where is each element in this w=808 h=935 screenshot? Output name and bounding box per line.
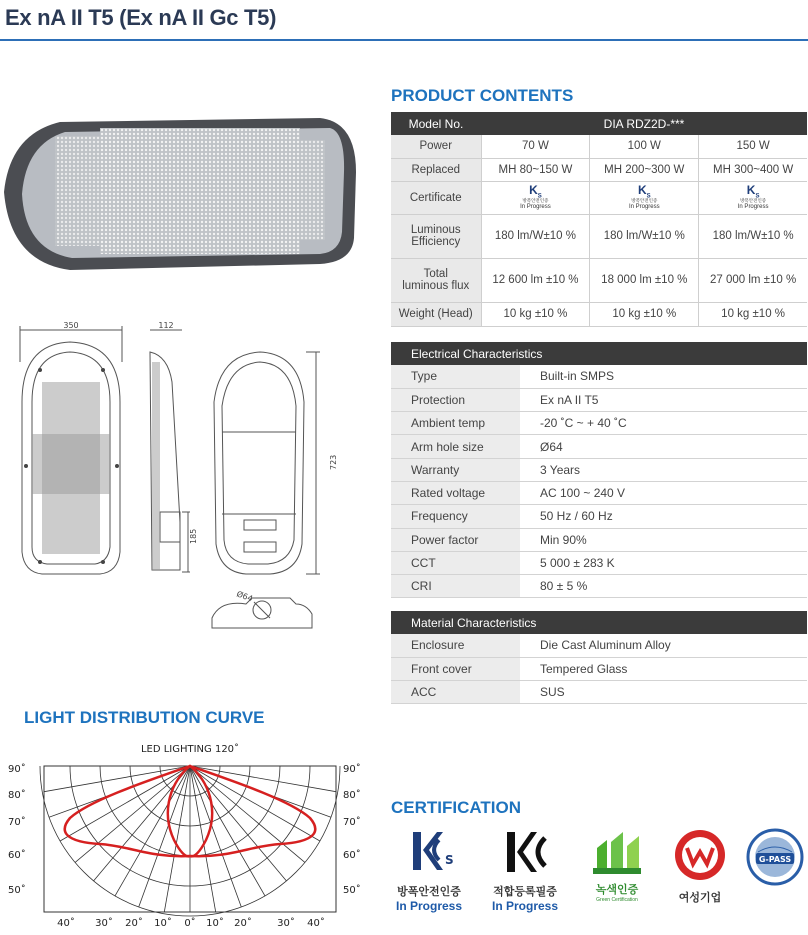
kcs-mini-icon: $K_S$ 방폭안전인증 In Progress <box>520 183 551 210</box>
width-dimension: 350 <box>63 322 79 330</box>
table-row: Power 70 W 100 W 150 W <box>391 135 807 158</box>
product-table <box>391 112 807 327</box>
kc-icon <box>495 828 555 876</box>
table-row: Warranty 3 Years <box>391 458 807 481</box>
table-row: Enclosure Die Cast Aluminum Alloy <box>391 634 807 657</box>
angle-label-left: 70˚ <box>8 817 26 828</box>
electrical-table <box>391 342 807 598</box>
bottom-label: 40˚ <box>57 918 75 929</box>
table-row: Arm hole size Ø64 <box>391 435 807 458</box>
table-row: ACC SUS <box>391 681 807 704</box>
bottom-label: 30˚ <box>277 918 295 929</box>
table-row: Replaced MH 80~150 W MH 200~300 W MH 300~400 W <box>391 158 807 181</box>
arm-dimension: 185 <box>189 528 198 544</box>
model-label: Model No. <box>391 112 481 135</box>
angle-label-left: 50˚ <box>8 885 26 896</box>
angle-label-right: 70˚ <box>343 817 361 828</box>
angle-label-left: 80˚ <box>8 790 26 801</box>
g-pass-icon <box>746 828 804 886</box>
bottom-label: 20˚ <box>125 918 143 929</box>
material-title: Material Characteristics <box>391 611 807 634</box>
table-row: Protection Ex nA II T5 <box>391 388 807 411</box>
depth-dimension: 112 <box>158 322 174 330</box>
svg-text:S: S <box>445 853 454 867</box>
hole-dimension: Ø64 <box>235 589 254 604</box>
kc-logo: 적합등록필증 In Progress <box>485 828 565 913</box>
table-row: Luminous Efficiency 180 lm/W±10 % 180 lm/W±10 % 180 lm/W±10 % <box>391 214 807 258</box>
bottom-label: 10˚ <box>206 918 224 929</box>
bottom-label: 20˚ <box>234 918 252 929</box>
bottom-label: 10˚ <box>154 918 172 929</box>
green-cert-logo: 녹색인증 Green Certification <box>581 828 653 903</box>
height-dimension: 723 <box>329 454 338 470</box>
chart-title: LED LIGHTING 120˚ <box>140 744 240 755</box>
title-rule <box>0 39 808 41</box>
model-value: DIA RDZ2D-*** <box>481 112 807 135</box>
women-enterprise-icon <box>673 828 727 882</box>
bottom-label: 40˚ <box>307 918 325 929</box>
kcs-logo: S 방폭안전인증 In Progress <box>389 828 469 913</box>
table-row: Frequency 50 Hz / 60 Hz <box>391 505 807 528</box>
table-row: CCT 5 000 ± 283 K <box>391 551 807 574</box>
table-row: Certificate $K_S$ 방폭안전인증 In Progress $K_S$ 방폭안전인증 In Progress $K_S$ 방폭안전인증 In Progress <box>391 181 807 214</box>
kcs-mini-icon: $K_S$ 방폭안전인증 In Progress <box>628 183 660 210</box>
table-row: CRI 80 ± 5 % <box>391 575 807 598</box>
kcs-mini-icon: $K_S$ 방폭안전인증 In Progress <box>737 183 769 210</box>
certification-logos <box>389 828 808 935</box>
table-row: Rated voltage AC 100 ~ 240 V <box>391 481 807 504</box>
bottom-label: 0˚ <box>184 918 196 929</box>
angle-label-right: 50˚ <box>343 885 361 896</box>
bottom-label: 30˚ <box>95 918 113 929</box>
material-table <box>391 611 807 704</box>
table-row: Ambient temp -20 ˚C ~ + 40 ˚C <box>391 412 807 435</box>
light-distribution-chart <box>0 740 380 935</box>
angle-label-right: 90˚ <box>343 764 361 775</box>
product-contents-heading: PRODUCT CONTENTS <box>391 86 574 105</box>
product-photo <box>0 112 360 280</box>
svg-text:G-PASS: G-PASS <box>758 855 792 864</box>
light-distribution-heading: LIGHT DISTRIBUTION CURVE <box>24 708 265 727</box>
page-title: Ex nA II T5 (Ex nA II Gc T5) <box>5 5 277 30</box>
table-row: Front cover Tempered Glass <box>391 657 807 680</box>
table-row: Weight (Head) 10 kg ±10 % 10 kg ±10 % 10 kg ±10 % <box>391 302 807 326</box>
kcs-icon <box>399 828 459 876</box>
angle-label-right: 80˚ <box>343 790 361 801</box>
electrical-title: Electrical Characteristics <box>391 342 807 365</box>
angle-label-left: 60˚ <box>8 850 26 861</box>
green-leaf-icon <box>589 828 645 876</box>
table-row: Type Built-in SMPS <box>391 365 807 388</box>
angle-label-left: 90˚ <box>8 764 26 775</box>
certification-heading: CERTIFICATION <box>391 798 522 817</box>
table-row: Total luminous flux 12 600 lm ±10 % 18 000 lm ±10 % 27 000 lm ±10 % <box>391 258 807 302</box>
women-enterprise-logo: 여성기업 <box>669 828 731 905</box>
g-pass-logo <box>745 828 805 891</box>
table-row: Power factor Min 90% <box>391 528 807 551</box>
technical-drawings <box>0 322 380 642</box>
angle-label-right: 60˚ <box>343 850 361 861</box>
